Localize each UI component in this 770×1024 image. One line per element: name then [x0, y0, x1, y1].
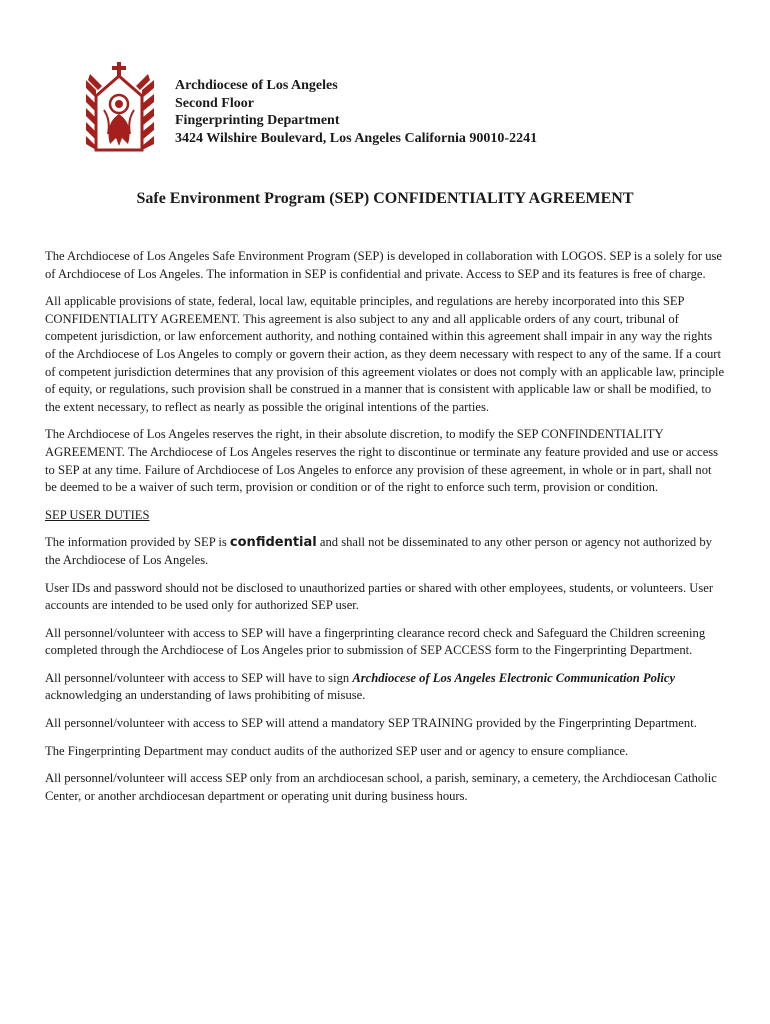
duty-access-location: All personnel/volunteer will access SEP only from an archdiocesan school, a parish, seminary, a cemetery, the Archdiocesan Catholic Center, or another archdiocesan department or operating unit during business hours.: [45, 771, 717, 803]
duty-confidential-emphasis: confidential: [229, 535, 317, 551]
duty-confidential: [45, 534, 725, 569]
duty-policy: [45, 670, 725, 705]
paragraph-rights: The Archdiocese of Los Angeles reserves the right, in their absolute discretion, to modify the SEP CONFINDENTIALITY AGREEMENT. The Archdiocese of Los Angeles reserves the right to discontinue or terminate any feature provided and use or access to SEP at any time. Failure of Archdiocese of Los Angeles to enforce any provision of these agreement, in whole or in part, shall not be deemed to be a waiver of such term, provision or condition or of the right to enforce such term, provision or condition.: [45, 427, 719, 495]
archdiocese-crest-icon: [84, 60, 156, 152]
duty-confidential-text-b: and shall not be disseminated to any other person or agency not authorized by the Archdiocese of Los Angeles.: [45, 535, 712, 567]
paragraph-intro: The Archdiocese of Los Angeles Safe Environment Program (SEP) is developed in collaboration with LOGOS. SEP is a solely for use of Archdiocese of Los Angeles. The information in SEP is confidential and private. Access to SEP and its features is free of charge.: [45, 249, 723, 281]
duty-audits: The Fingerprinting Department may conduct audits of the authorized SEP user and or agency to ensure compliance.: [45, 743, 629, 758]
duty-policy-text-b: acknowledging an understanding of laws prohibiting of misuse.: [45, 688, 366, 703]
letterhead-address: [175, 77, 537, 147]
section-heading-user-duties: SEP USER DUTIES: [45, 507, 150, 522]
address-floor: Second Floor: [175, 95, 254, 111]
address-organization: Archdiocese of Los Angeles: [175, 78, 338, 93]
duty-fingerprinting: All personnel/volunteer with access to SEP will have a fingerprinting clearance record check and Safeguard the Children screening completed through the Archdiocese of Los Angeles prior to submission of SEP ACCESS form to the Fingerprinting Department.: [45, 625, 706, 658]
document-body: [45, 248, 725, 815]
duty-confidential-text-a: The information provided by SEP is: [45, 535, 230, 550]
paragraph-provisions: All applicable provisions of state, federal, local law, equitable principles, and regulations are hereby incorporated into this SEP CONFIDENTIALITY AGREEMENT. This agreement is also subject to any and all applicable orders of any court, tribunal of competent jurisdiction, or law enforcement authority, and nothing contained within this agreement shall impair in any way the rights of the Archdiocese of Los Angeles to comply or govern their action, as they deem necessary with respect to any of the same. If a court of competent jurisdiction determines that any provision of this agreement violates or does not comply with an applicable law, principle of equity, or regulations, such provision shall be construed in a manner that is consistent with applicable law or shall be modified, to the extent necessary, to reflect as nearly as possible the original intentions of the parties.: [45, 294, 725, 414]
document-title: Safe Environment Program (SEP) CONFIDENTIALITY AGREEMENT: [136, 190, 634, 207]
duty-policy-text-a: All personnel/volunteer with access to SEP will have to sign: [45, 670, 353, 685]
address-department: Fingerprinting Department: [175, 113, 340, 128]
duty-credentials: User IDs and password should not be disclosed to unauthorized parties or shared with other employees, students, or volunteers. User accounts are intended to be used only for authorized SEP user.: [45, 580, 714, 613]
address-street: 3424 Wilshire Boulevard, Los Angeles California 90010-2241: [175, 130, 538, 146]
duty-policy-emphasis: Archdiocese of Los Angeles Electronic Communication Policy: [352, 670, 676, 685]
duty-training: All personnel/volunteer with access to SEP will attend a mandatory SEP TRAINING provided by the Fingerprinting Department.: [45, 716, 697, 731]
